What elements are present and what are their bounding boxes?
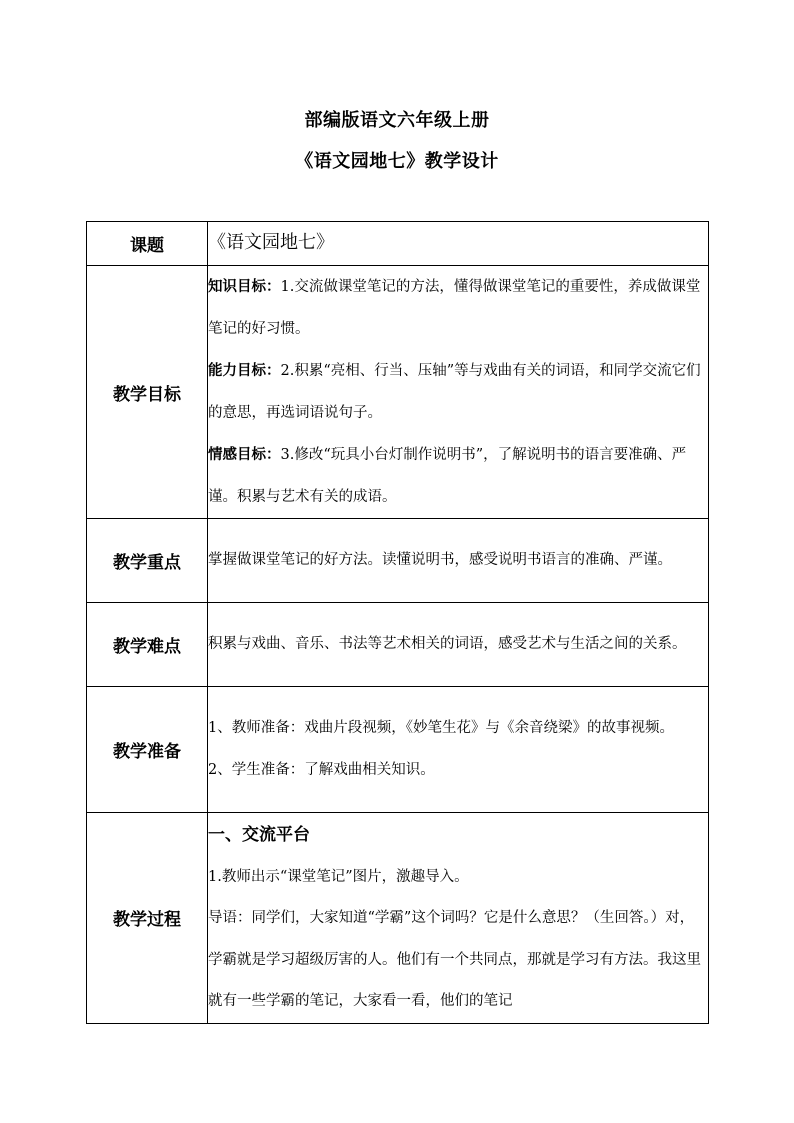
teacher-prep: 1、教师准备：戏曲片段视频，《妙笔生花》与《余音绕梁》的故事视频。 — [208, 720, 674, 736]
topic-label: 课题 — [87, 222, 208, 266]
topic-value: 《语文园地七》 — [208, 232, 334, 253]
student-prep: 2、学生准备：了解戏曲相关知识。 — [208, 761, 435, 778]
table-row — [87, 687, 709, 813]
difficulty-content: 积累与戏曲、音乐、书法等艺术相关的词语，感受艺术与生活之间的关系。 — [208, 603, 709, 687]
goals-label: 教学目标 — [87, 266, 208, 519]
difficulty-label: 教学难点 — [87, 603, 208, 687]
table-row — [87, 813, 709, 1024]
key-points-content: 掌握做课堂笔记的好方法。读懂说明书，感受说明书语言的准确、严谨。 — [208, 519, 709, 603]
preparation-label: 教学准备 — [87, 687, 208, 813]
goal-knowledge: 知识目标：1.交流做课堂笔记的方法，懂得做课堂笔记的重要性，养成做课堂笔记的好习惯。 — [208, 278, 701, 337]
goal-emotion: 情感目标：3.修改“玩具小台灯制作说明书”，了解说明书的语言要准确、严谨。积累与艺术有关的成语。 — [208, 446, 687, 505]
process-label: 教学过程 — [87, 813, 208, 1024]
table-row — [87, 519, 709, 603]
key-points-label: 教学重点 — [87, 519, 208, 603]
document-subtitle: 《语文园地七》教学设计 — [295, 151, 499, 172]
table-row — [87, 266, 709, 519]
table-row — [87, 222, 709, 266]
process-step: 1.教师出示“课堂笔记”图片，激趣导入。 — [208, 868, 469, 885]
goal-ability: 能力目标：2.积累“亮相、行当、压轴”等与戏曲有关的词语，和同学交流它们的意思，再选词语说句子。 — [208, 362, 701, 421]
lesson-plan-table — [86, 221, 709, 1024]
preparation-content — [208, 687, 709, 813]
process-paragraph: 导语：同学们，大家知道“学霸”这个词吗？它是什么意思？（生回答。）对，学霸就是学习超级厉害的人。他们有一个共同点，那就是学习有方法。我这里就有一些学霸的笔记，大家看一看，他们的笔记 — [208, 910, 701, 1009]
section-heading: 一、交流平台 — [208, 825, 310, 845]
goals-content — [208, 266, 709, 519]
document-title: 部编版语文六年级上册 — [304, 110, 490, 131]
process-content — [208, 813, 709, 1024]
table-row — [87, 603, 709, 687]
